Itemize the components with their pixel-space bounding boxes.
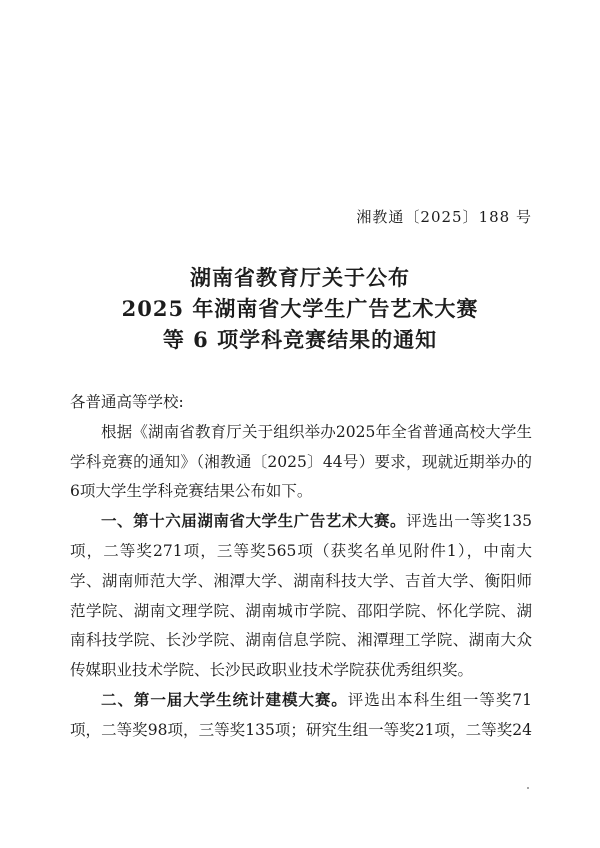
section-1-heading: 一、第十六届湖南省大学生广告艺术大赛。 [101,512,407,531]
title-line-3: 等 6 项学科竞赛结果的通知 [162,327,438,352]
section-2-heading: 二、第一届大学生统计建模大赛。 [101,690,348,709]
scan-speck-artifact [527,787,529,789]
section-2-text: 评选出本科生组一等奖71项，二等奖98项，三等奖135项；研究生组一等奖21项，二等奖24 [70,690,532,739]
document-body [70,388,532,746]
paragraph-intro-text: 根据《湖南省教育厅关于组织举办2025年全省普通高校大学生学科竞赛的通知》（湘教通〔2025〕44号）要求，现就近期举办的6项大学生学科竞赛结果公布如下。 [70,422,532,501]
document-title [0,262,600,355]
paragraph-intro [70,418,532,507]
title-line-1: 湖南省教育厅关于公布 [190,265,410,290]
salutation: 各普通高等学校: [70,393,184,411]
paragraph-section-1 [70,507,532,686]
title-line-2: 2025 年湖南省大学生广告艺术大赛 [121,296,479,321]
section-1-text: 评选出一等奖135项，二等奖271项，三等奖565项（获奖名单见附件1），中南大学、湖南师范大学、湘潭大学、湖南科技大学、吉首大学、衡阳师范学院、湖南文理学院、湖南城市学院、邵阳学院、怀化学院、湖南科技学院、长沙学院、湖南信息学院、湘潭理工学院、湖南大众传媒职业技术学院、长沙民政职业技术学院获优秀组织奖。 [70,512,532,680]
paragraph-section-2 [70,686,532,746]
document-reference-number: 湘教通〔2025〕188 号 [356,208,532,226]
